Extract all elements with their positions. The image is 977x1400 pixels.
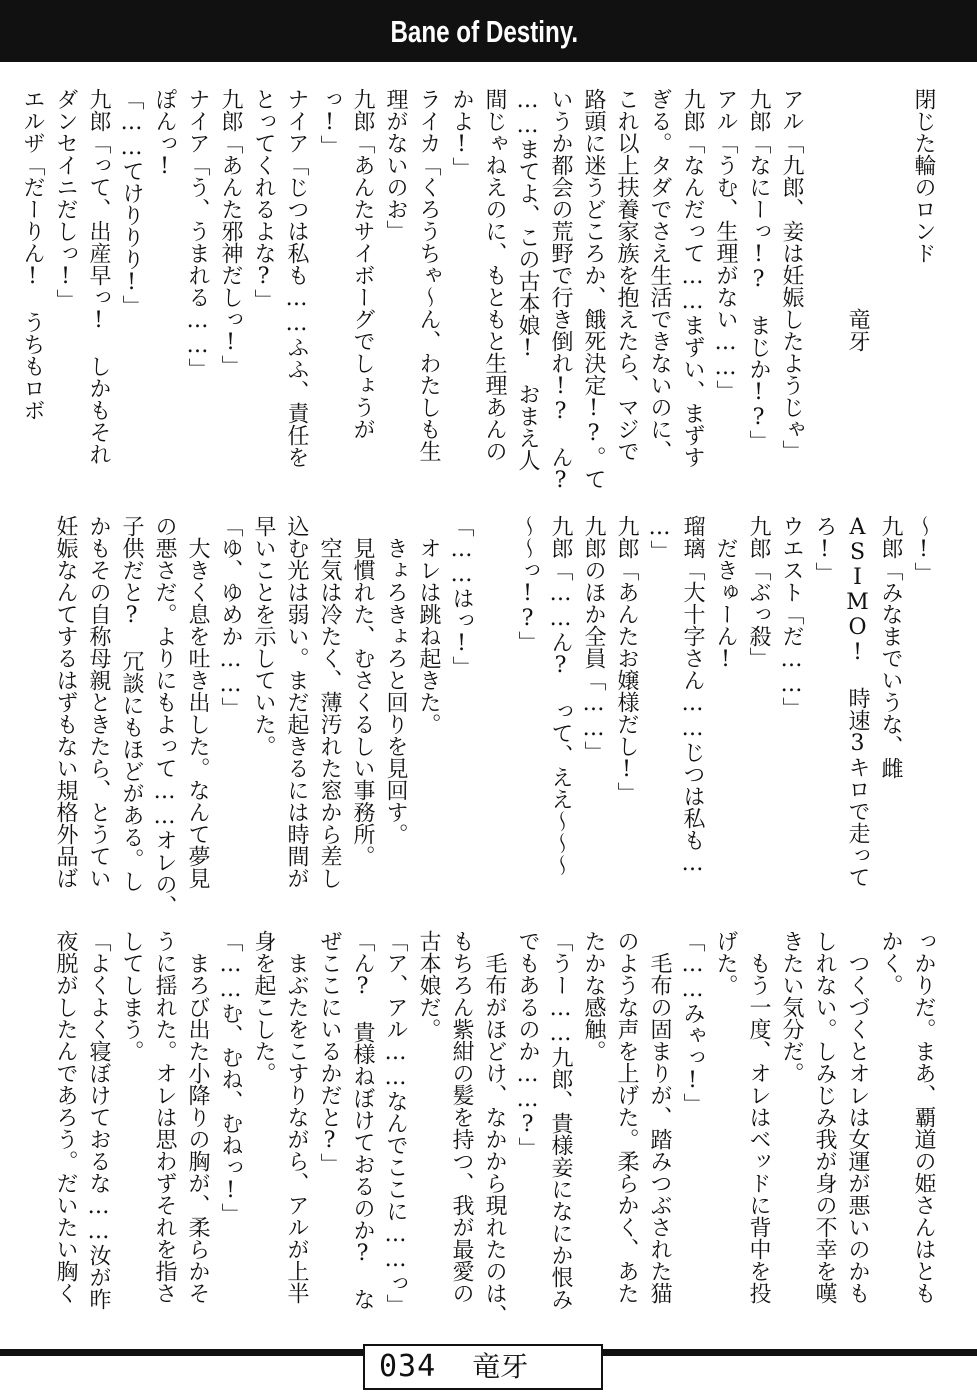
text-column: 〜!」 (911, 515, 936, 584)
text-column: してしまう。 (119, 930, 144, 1062)
text-column: 九郎「って、出産早っ! しかもそれ (86, 88, 111, 465)
text-block-top (20, 88, 940, 493)
text-column: 九郎「なんだって……まずい、まずす (680, 88, 705, 468)
text-column: 早いことを示していた。 (251, 515, 276, 757)
text-column: 「ゆ、ゆめか……」 (218, 515, 243, 719)
header-bar (0, 0, 977, 62)
text-column: エルザ「だーりん! うちもロボ (20, 88, 45, 421)
text-column: ナイア「じつは私も……ふふ、責任を (284, 88, 309, 468)
text-column: のような声を上げた。柔らかく、あた (614, 930, 639, 1304)
text-column: 空気は冷たく、薄汚れた窓から差し (317, 515, 342, 889)
text-column: ぜここにいるかだと?」 (317, 930, 342, 1175)
text-column: 子供だと? 冗談にもほどがある。し (119, 515, 144, 892)
text-block-middle (50, 515, 940, 917)
text-column: ぽんっ! (152, 88, 177, 179)
text-column: つくづくとオレは女運が悪いのかも (845, 930, 870, 1304)
text-column: かもその自称母親ときたら、とうてい (86, 515, 111, 889)
text-column: 「……む、むね、むねっ!」 (218, 930, 243, 1225)
text-column: 「……はっ!」 (449, 515, 474, 678)
text-column: もう一度、オレはベッドに背中を投 (746, 930, 771, 1304)
text-column: きたい気分だ。 (779, 930, 804, 1084)
text-column: …」 (647, 515, 672, 562)
book-title: Bane of Destiny. (390, 13, 579, 49)
text-column: アル「九郎、妾は妊娠したようじゃ」 (779, 88, 804, 462)
text-column: 瑠璃「大十字さん……じつは私も… (680, 515, 705, 876)
text-column: 身を起こした。 (251, 930, 276, 1084)
text-column: 「……みゃっ!」 (680, 930, 705, 1115)
text-block-bottom (50, 930, 940, 1326)
text-column: ダンセイニだしっ!」 (53, 88, 78, 311)
text-column: 大きく息を吐き出した。なんて夢見 (185, 515, 210, 889)
text-column: 夜脱がしたんであろう。だいたい胸く (53, 930, 78, 1304)
text-column: ウエスト「だ……」 (779, 515, 804, 719)
text-column: 妊娠なんてするはずもない規格外品ば (53, 515, 78, 889)
text-column: 九郎「あんたお嬢様だし!」 (614, 515, 639, 804)
text-column: でもあるのか……?」 (515, 930, 540, 1159)
text-column: もちろん紫紺の髪を持つ、我が最愛の (449, 930, 474, 1304)
text-column: いうか都会の荒野で行き倒れ!? ん? (548, 88, 573, 493)
text-column: 毛布がほどけ、なかから現れたのは、 (482, 930, 507, 1326)
text-column: 「ん? 貴様ねぼけておるのか? な (350, 930, 375, 1310)
text-column: きょろきょろと回りを見回す。 (383, 515, 408, 845)
text-column: っかりだ。まあ、覇道の姫さんはとも (911, 930, 936, 1304)
text-column: 九郎「みなまでいうな、雌 (878, 515, 903, 779)
text-column: 九郎「なにーっ!? まじか!?」 (746, 88, 771, 452)
blank-column (478, 515, 511, 885)
text-column: げた。 (713, 930, 738, 996)
text-column: アル「うむ、生理がない……」 (713, 88, 738, 402)
text-column: 毛布の固まりが、踏みつぶされた猫 (647, 930, 672, 1304)
text-column: 九郎のほか全員「……」 (581, 515, 606, 763)
text-column: ろ!」 (812, 515, 837, 584)
text-column: 「……てけりりり!」 (119, 88, 144, 317)
text-column: 閉じた輪のロンド (911, 88, 936, 264)
text-column: 竜牙 (845, 88, 870, 352)
text-column: かよ!」 (449, 88, 474, 179)
text-column: っ!」 (317, 88, 342, 157)
text-column: ナイア「う、うまれる……」 (185, 88, 210, 380)
text-column: 古本娘だ。 (416, 930, 441, 1040)
text-column: 「ア、アル……なんでここに……っ」 (383, 930, 408, 1316)
text-column: の悪さだ。よりにもよって……オレの、 (152, 515, 177, 917)
text-column: これ以上扶養家族を抱えたら、マジで (614, 88, 639, 462)
text-column: 「よくよく寝ぼけておるな……汝が昨 (86, 930, 111, 1310)
text-column: 九郎「あんたサイボーグでしょうが (350, 88, 375, 440)
blank-column (808, 88, 841, 488)
text-column: ASIMO! 時速3キロで走って (845, 515, 870, 888)
text-column: しれない。しみじみ我が身の不幸を嘆 (812, 930, 837, 1304)
text-column: うに揺れた。オレは思わずそれを指さ (152, 930, 177, 1304)
text-column: 路頭に迷うどころか、餓死決定!?。て (581, 88, 606, 490)
text-column: かく。 (878, 930, 903, 996)
text-column: まろび出た小降りの胸が、柔らかそ (185, 930, 210, 1304)
footer-page-box (363, 1344, 603, 1390)
text-column: 九郎「あんた邪神だしっ!」 (218, 88, 243, 377)
text-column: まぶたをこすりながら、アルが上半 (284, 930, 309, 1304)
text-column: ……まてよ、この古本娘! おまえ人 (515, 88, 540, 471)
text-column: 〜〜っ!?」 (515, 515, 540, 653)
text-column: ぎる。タダでさえ生活できないのに、 (647, 88, 672, 462)
text-column: だきゅーん! (713, 515, 738, 672)
text-column: ライカ「くろうちゃ〜ん、わたしも生 (416, 88, 441, 462)
text-column: 九郎「ぶっ殺」 (746, 515, 771, 669)
text-column: 理がないのお」 (383, 88, 408, 242)
text-column: 「うー……九郎、貴様妾になにか恨み (548, 930, 573, 1310)
page-number: 034 (379, 1349, 437, 1384)
text-column: とってくれるよな?」 (251, 88, 276, 311)
text-column: 込む光は弱い。まだ起きるには時間が (284, 515, 309, 889)
text-column: オレは跳ね起きた。 (416, 515, 441, 735)
footer-author-name: 竜牙 (472, 1350, 529, 1383)
text-column: 見慣れた、むさくるしい事務所。 (350, 515, 375, 867)
text-column: 間じゃねえのに、もともと生理あんの (482, 88, 507, 462)
blank-column (874, 88, 907, 488)
text-column: 九郎「……ん? って、ええ〜〜〜 (548, 515, 573, 876)
text-column: たかな感触。 (581, 930, 606, 1062)
